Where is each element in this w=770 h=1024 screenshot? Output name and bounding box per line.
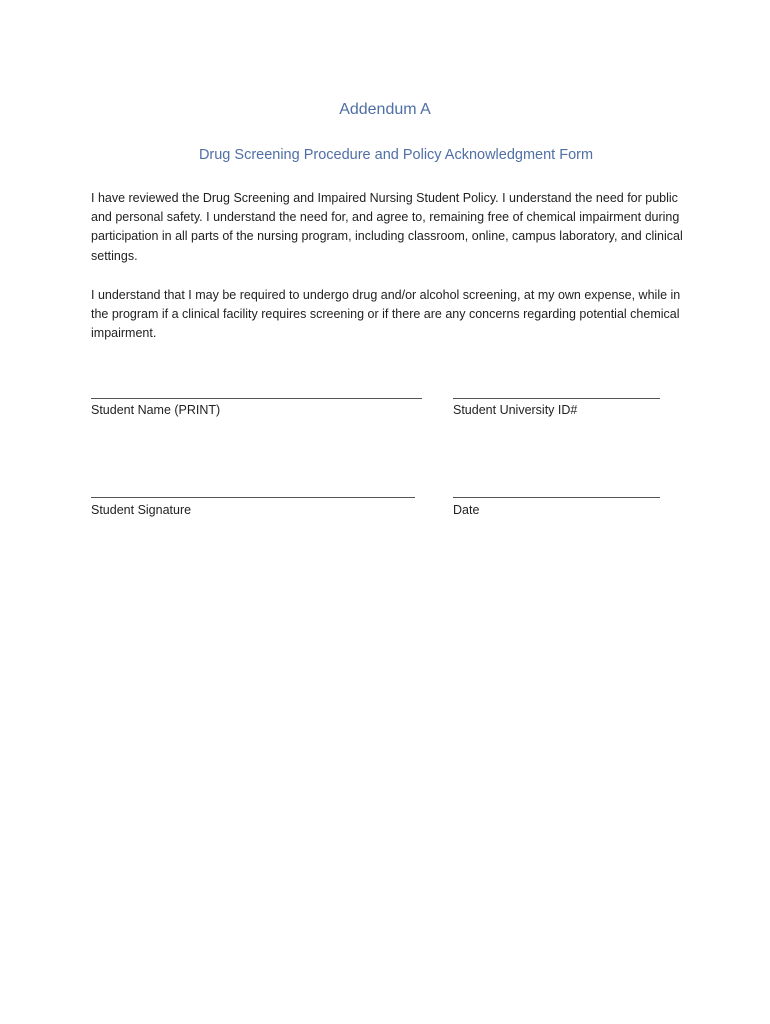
- date-line[interactable]: [453, 497, 660, 498]
- student-id-label: Student University ID#: [453, 403, 578, 417]
- document-title: Addendum A: [339, 101, 431, 118]
- policy-paragraph: I have reviewed the Drug Screening and Impaired Nursing Student Policy. I understand the need for public and personal safety. I understand the need for, and agree to, remaining free of chemical impairment during participation in all parts of the nursing program, including classroom, online, campus laboratory, and clinical settings.: [91, 191, 683, 263]
- student-id-line[interactable]: [453, 398, 660, 399]
- student-name-label: Student Name (PRINT): [91, 403, 221, 417]
- student-signature-line[interactable]: [91, 497, 415, 498]
- form-subtitle: Drug Screening Procedure and Policy Acknowledgment Form: [198, 147, 594, 163]
- date-label: Date: [453, 503, 480, 517]
- student-signature-label: Student Signature: [91, 503, 192, 517]
- student-name-line[interactable]: [91, 398, 422, 399]
- screening-paragraph: I understand that I may be required to undergo drug and/or alcohol screening, at my own expense, while in the program if a clinical facility requires screening or if there are any concerns regarding potential chemical impairment.: [91, 288, 681, 341]
